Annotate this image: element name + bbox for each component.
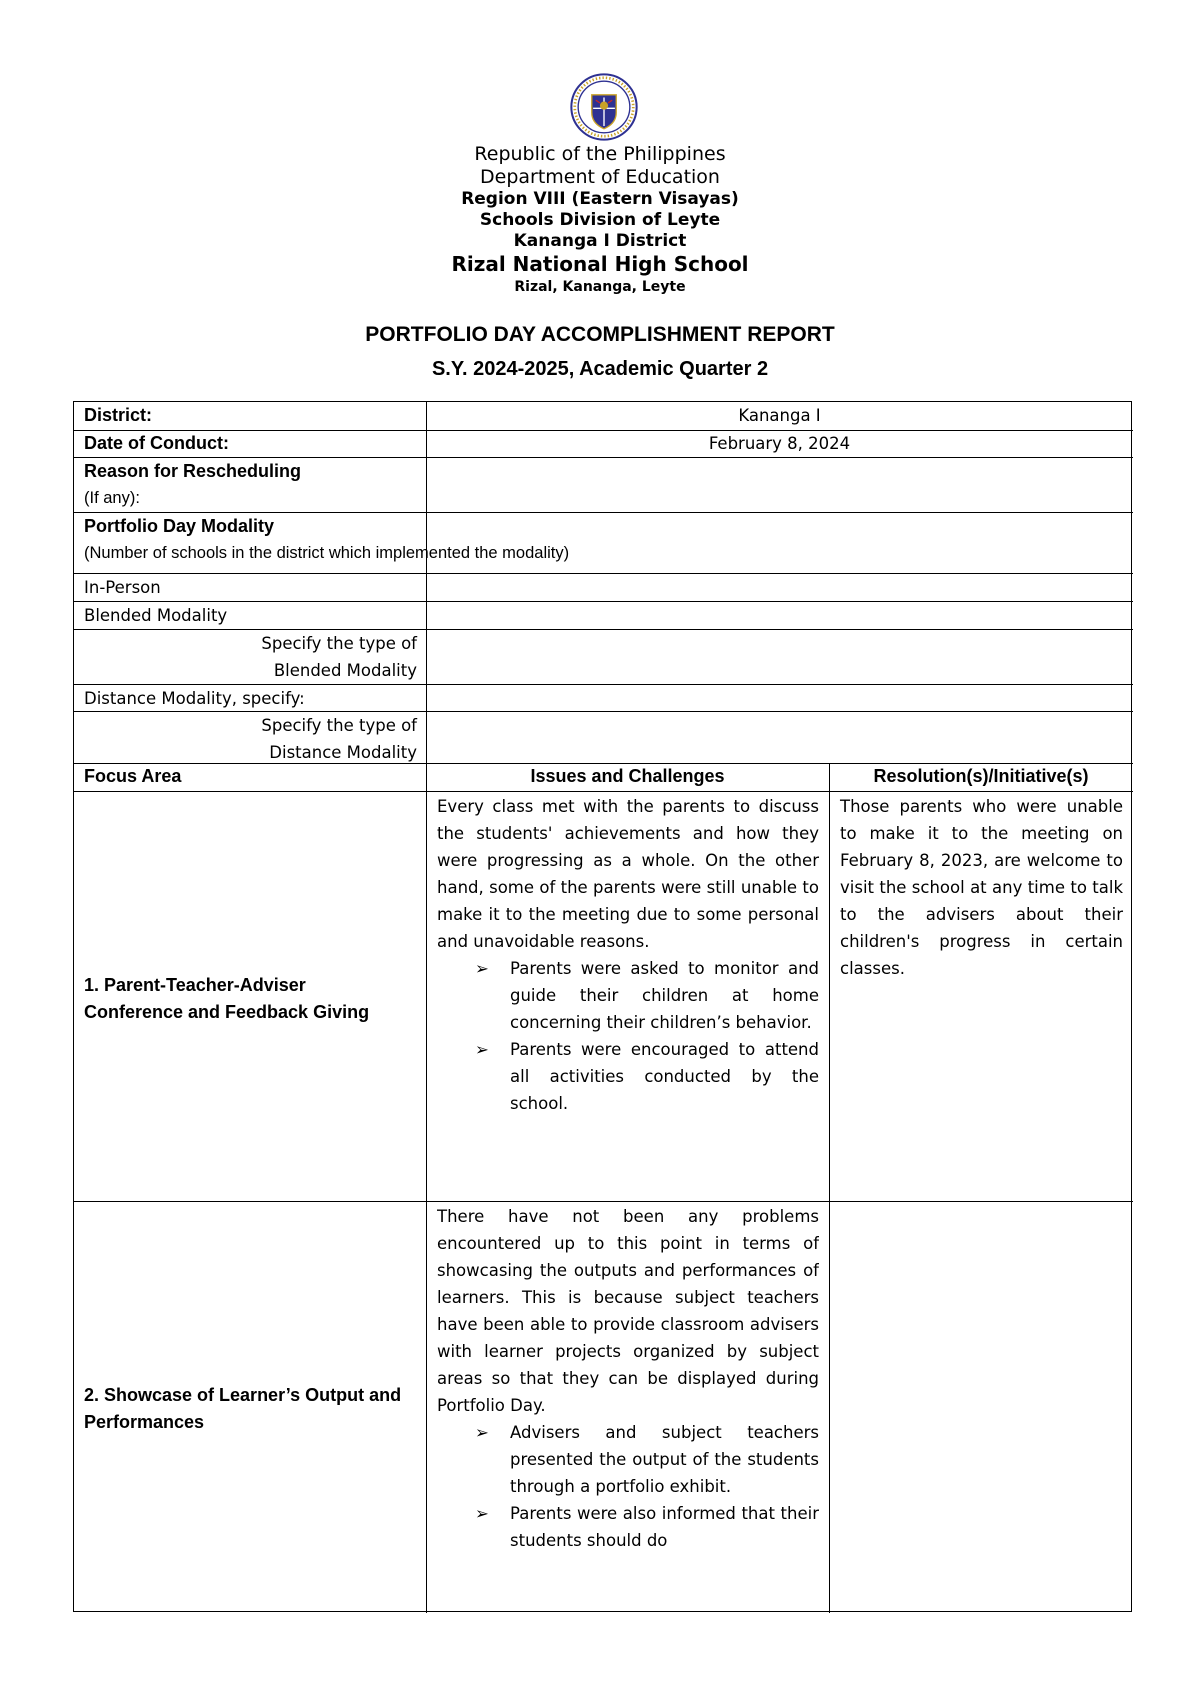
row1-bullet-2 xyxy=(437,1036,819,1117)
arrowhead-bullet-icon: ➢ xyxy=(475,1040,489,1059)
header-line-division: Schools Division of Leyte xyxy=(479,210,721,230)
row1-bullet-1-text: Parents were asked to monitor and guide their children at home concerning their children’s behavior. xyxy=(510,959,819,1032)
blended-specify-cell xyxy=(84,630,417,684)
distance-specify-cell xyxy=(84,712,417,766)
report-title: PORTFOLIO DAY ACCOMPLISHMENT REPORT xyxy=(365,323,835,346)
row2-bullet-2-text: Parents were also informed that their students should do xyxy=(510,1504,819,1550)
deped-seal-icon xyxy=(570,73,638,141)
date-value: February 8, 2024 xyxy=(708,434,851,453)
row1-focus-area: 1. Parent-Teacher-Adviser Conference and Feedback Giving xyxy=(84,975,370,1022)
header-line-region: Region VIII (Eastern Visayas) xyxy=(461,189,739,209)
blended-specify-line2: Blended Modality xyxy=(273,661,417,680)
blended-label: Blended Modality xyxy=(84,606,228,625)
date-label: Date of Conduct: xyxy=(84,433,229,453)
modality-cell xyxy=(84,513,1124,567)
letterhead xyxy=(0,143,1200,297)
header-line-address: Rizal, Kananga, Leyte xyxy=(514,279,686,295)
row1-issues xyxy=(437,793,819,1117)
row2-focus-area: 2. Showcase of Learner’s Output and Performances xyxy=(84,1385,402,1432)
in-person-value[interactable] xyxy=(426,574,1133,601)
row2-bullet-2 xyxy=(437,1500,819,1554)
row2-issues xyxy=(437,1203,819,1613)
header-resolutions: Resolution(s)/Initiative(s) xyxy=(873,766,1089,786)
blended-specify-value[interactable] xyxy=(426,630,1133,684)
row2-bullet-1-text: Advisers and subject teachers presented the output of the students through a portfolio exhibit. xyxy=(510,1423,819,1496)
district-value: Kananga I xyxy=(738,406,821,425)
distance-specify-value[interactable] xyxy=(426,712,1133,763)
district-label: District: xyxy=(84,405,153,425)
header-focus-area: Focus Area xyxy=(84,766,182,786)
arrowhead-bullet-icon: ➢ xyxy=(475,1504,489,1523)
report-table xyxy=(73,401,1132,1612)
header-line-district: Kananga I District xyxy=(513,231,687,251)
header-line-republic: Republic of the Philippines xyxy=(474,143,726,165)
in-person-label: In-Person xyxy=(84,578,161,597)
modality-label: Portfolio Day Modality xyxy=(84,516,275,536)
header-issues: Issues and Challenges xyxy=(530,766,725,786)
distance-label: Distance Modality, specify: xyxy=(84,689,305,708)
header-line-school: Rizal National High School xyxy=(451,252,749,276)
blended-value[interactable] xyxy=(426,602,1133,629)
row1-bullet-1 xyxy=(437,955,819,1036)
rescheduling-sub: (If any): xyxy=(84,489,140,507)
distance-specify-line1: Specify the type of xyxy=(261,716,417,735)
row1-issue-text: Every class met with the parents to discuss the students' achievements and how they were progressing as a whole. On the other hand, some of the parents were still unable to make it to the meeting due to some personal and unavoidable reasons. xyxy=(437,797,819,951)
row2-bullet-list xyxy=(437,1419,819,1554)
rescheduling-label: Reason for Rescheduling xyxy=(84,461,302,481)
row1-bullet-2-text: Parents were encouraged to attend all activities conducted by the school. xyxy=(510,1040,819,1113)
row1-bullet-list xyxy=(437,955,819,1117)
arrowhead-bullet-icon: ➢ xyxy=(475,959,489,978)
row2-bullet-1 xyxy=(437,1419,819,1500)
row2-issue-text: There have not been any problems encountered up to this point in terms of showcasing the outputs and performances of learners. This is because subject teachers have been able to provide classroom advisers with learner projects organized by subject areas so that they can be displayed during Portfolio Day. xyxy=(437,1207,819,1415)
rescheduling-value[interactable] xyxy=(426,458,1133,512)
modality-sub: (Number of schools in the district which implemented the modality) xyxy=(84,544,570,562)
rescheduling-cell xyxy=(84,458,424,512)
report-subtitle: S.Y. 2024-2025, Academic Quarter 2 xyxy=(431,358,769,380)
distance-specify-line2: Distance Modality xyxy=(269,743,417,762)
header-line-department: Department of Education xyxy=(480,166,720,188)
arrowhead-bullet-icon: ➢ xyxy=(475,1423,489,1442)
blended-specify-line1: Specify the type of xyxy=(261,634,417,653)
row1-resolution: Those parents who were unable to make it to the meeting on February 8, 2023, are welcome to visit the school at any time to talk to the advisers about their children's progress in certain classes. xyxy=(840,797,1123,978)
distance-value[interactable] xyxy=(426,685,1133,711)
